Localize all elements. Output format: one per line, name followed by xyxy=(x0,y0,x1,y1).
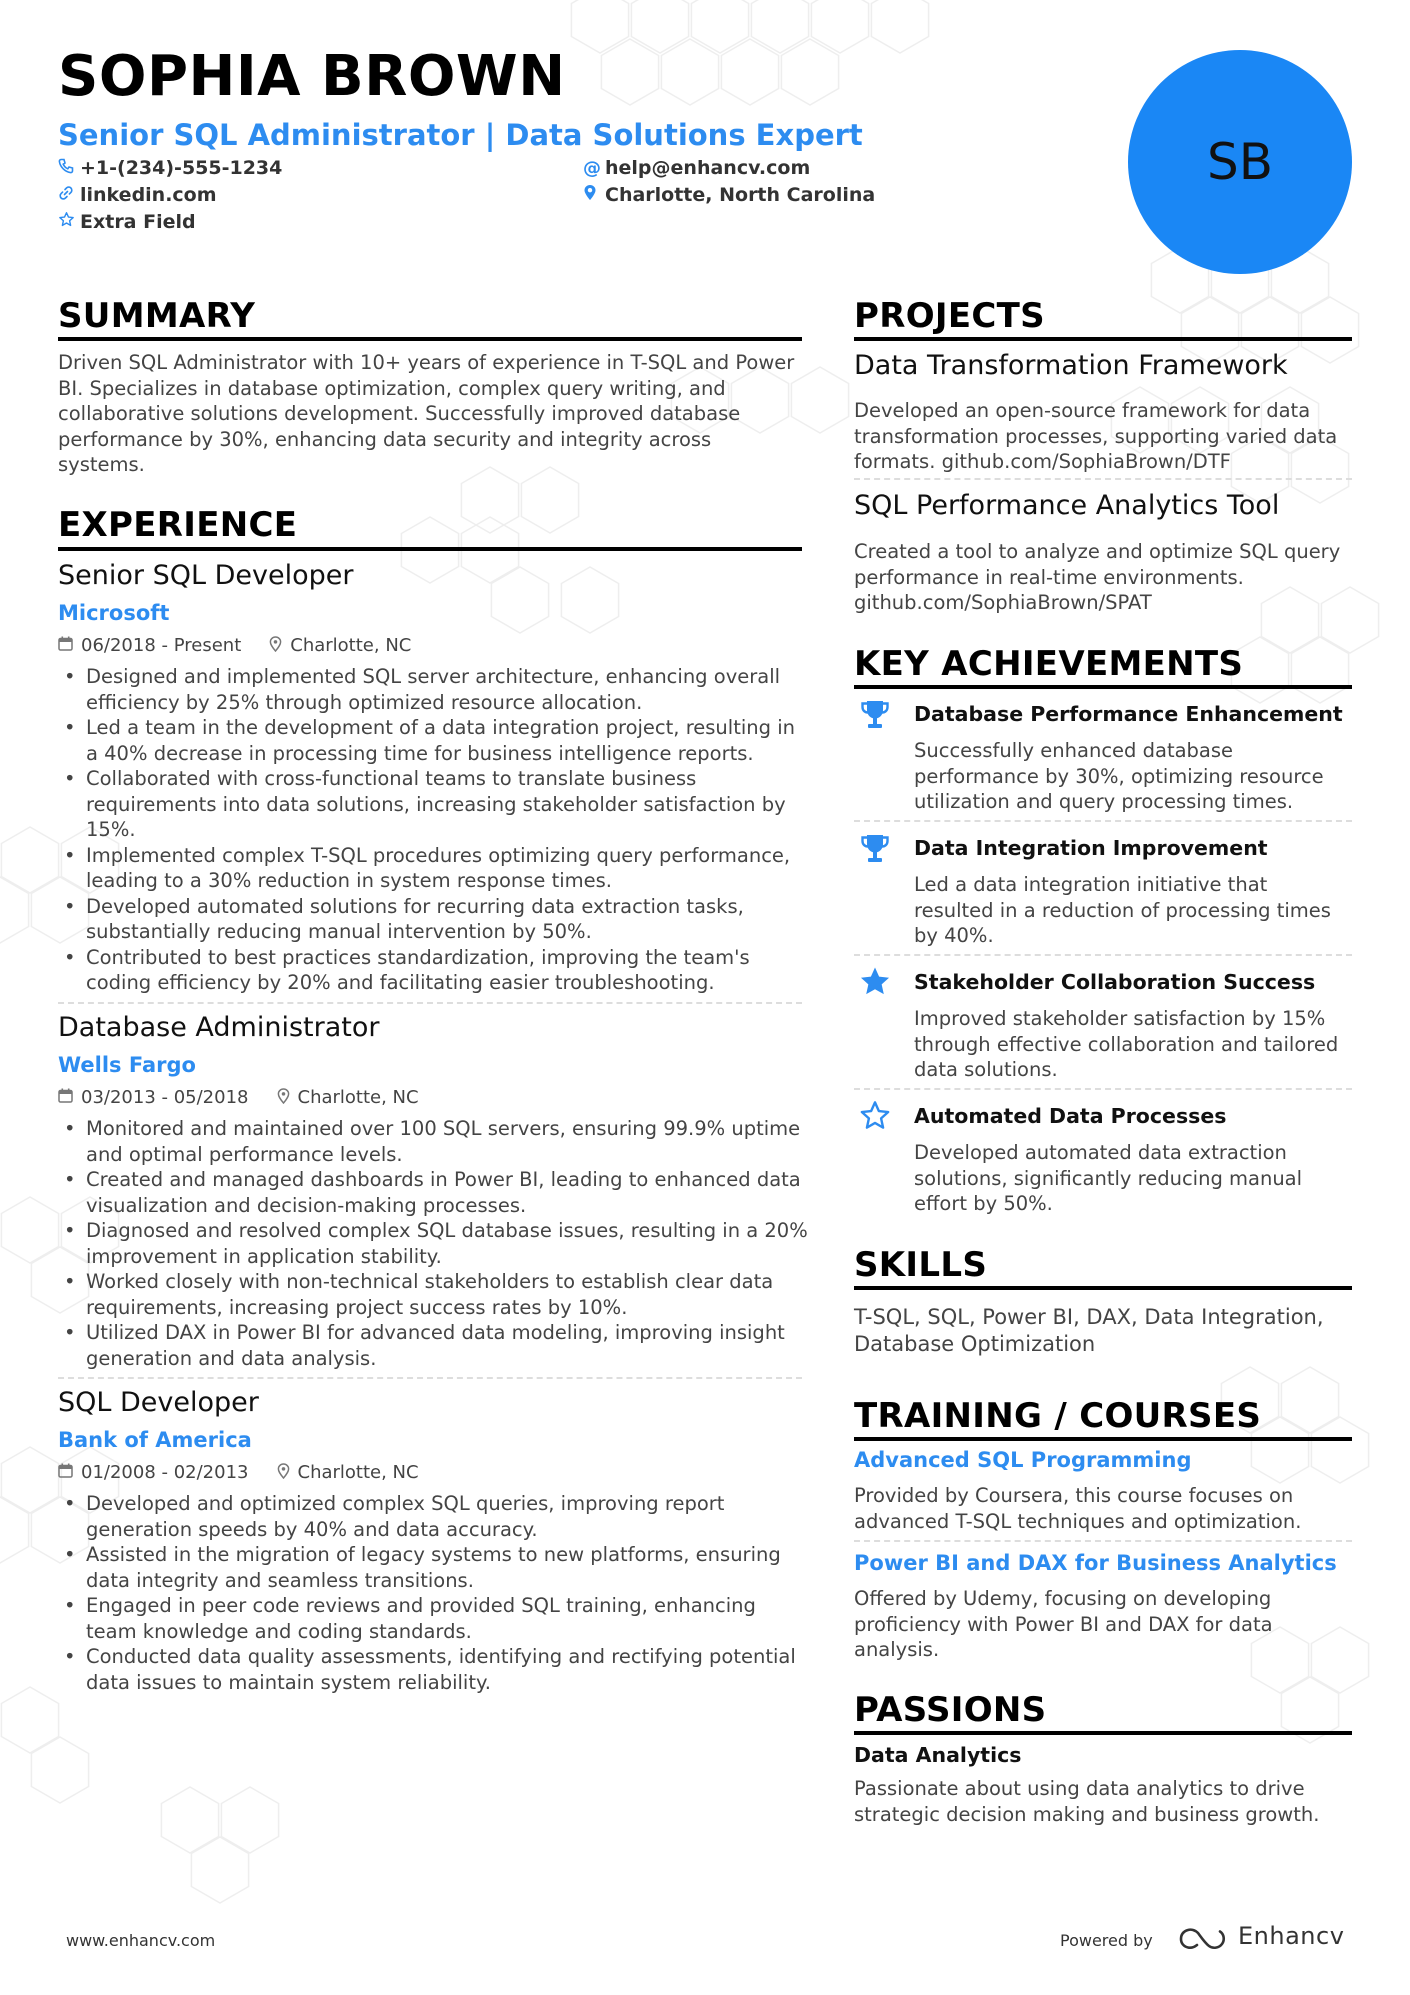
contact-phone xyxy=(58,157,282,179)
training-title: TRAINING / COURSES xyxy=(854,1396,1262,1436)
summary-text: Driven SQL Administrator with 10+ years of experience in T-SQL and Power BI. Specializes in database optimization, complex query writing, and collaborative solutions development. Successfully improved database performance by 30%, enhancing data security and integrity across systems. xyxy=(58,351,795,476)
summary-title: SUMMARY xyxy=(58,296,256,336)
job-bullet: • Conducted data quality assessments, identifying and rectifying potential data issues to maintain system reliability. xyxy=(58,1644,808,1695)
job-role: Database Administrator xyxy=(58,1012,380,1043)
passions-divider xyxy=(854,1731,1352,1735)
achievement-description: Developed automated data extraction solutions, significantly reducing manual effort by 50%. xyxy=(914,1141,1303,1215)
job-meta xyxy=(58,1462,419,1483)
job-bullet: • Utilized DAX in Power BI for advanced data modeling, improving insight generation and data analysis. xyxy=(58,1320,808,1371)
job-bullet: • Diagnosed and resolved complex SQL database issues, resulting in a 20% improvement in application stability. xyxy=(58,1218,808,1269)
enhancv-logo-icon xyxy=(1178,1924,1228,1954)
experience-divider xyxy=(58,547,802,551)
job-bullet: • Monitored and maintained over 100 SQL servers, ensuring 99.9% uptime and optimal performance levels. xyxy=(58,1116,808,1167)
project-name: Data Transformation Framework xyxy=(854,350,1288,381)
achievement-description: Led a data integration initiative that resulted in a reduction of processing times by 40%. xyxy=(914,873,1331,947)
link-icon xyxy=(58,185,80,206)
hexagon-shape xyxy=(661,39,718,105)
calendar-icon xyxy=(58,1088,73,1107)
trophy-icon xyxy=(858,698,892,732)
star-outline-icon xyxy=(858,1099,892,1133)
experience-title: EXPERIENCE xyxy=(58,505,298,545)
course-description: Offered by Udemy, focusing on developing proficiency with Power BI and DAX for data analysis. xyxy=(854,1587,1273,1661)
linkedin-text[interactable]: linkedin.com xyxy=(80,184,217,206)
project-description: Developed an open-source framework for data transformation processes, supporting varied data formats. github.com/SophiaBrown/DTF xyxy=(854,399,1338,473)
phone-text[interactable]: +1-(234)-555-1234 xyxy=(80,157,283,179)
achievement-title: Database Performance Enhancement xyxy=(914,702,1343,726)
job-dates: 03/2013 - 05/2018 xyxy=(81,1087,249,1108)
job-meta xyxy=(58,1087,419,1108)
star-filled-icon xyxy=(858,965,892,999)
achievement-title: Stakeholder Collaboration Success xyxy=(914,970,1316,994)
contact-linkedin xyxy=(58,184,217,206)
job-bullet-list xyxy=(58,664,808,996)
job-bullet: • Contributed to best practices standardization, improving the team's coding efficiency by 20% and facilitating easier troubleshooting. xyxy=(58,945,808,996)
job-bullet: • Created and managed dashboards in Power BI, leading to enhanced data visualization and decision-making processes. xyxy=(58,1167,808,1218)
job-bullet: • Worked closely with non-technical stakeholders to establish clear data requirements, increasing project success rates by 10%. xyxy=(58,1269,808,1320)
job-role: SQL Developer xyxy=(58,1387,259,1418)
enhancv-brand-name: Enhancv xyxy=(1238,1922,1345,1950)
skills-list: T-SQL, SQL, Power BI, DAX, Data Integration, Database Optimization xyxy=(854,1305,1324,1356)
achievement-separator xyxy=(854,820,1352,822)
achievement-description: Successfully enhanced database performance by 30%, optimizing resource utilization and query processing times. xyxy=(914,739,1324,813)
hexagon-shape xyxy=(561,567,618,633)
job-location: Charlotte, NC xyxy=(297,1087,419,1108)
skills-divider xyxy=(854,1286,1352,1290)
hexagon-shape xyxy=(601,39,658,105)
calendar-icon xyxy=(58,1463,73,1482)
achievements-divider xyxy=(854,685,1352,689)
job-company: Wells Fargo xyxy=(58,1053,196,1077)
course-name: Advanced SQL Programming xyxy=(854,1448,1192,1472)
hexagon-shape xyxy=(871,0,928,53)
skills-title: SKILLS xyxy=(854,1245,988,1285)
job-separator xyxy=(58,1377,802,1379)
job-bullet: • Assisted in the migration of legacy systems to new platforms, ensuring data integrity and seamless transitions. xyxy=(58,1542,808,1593)
job-bullet: • Collaborated with cross-functional teams to translate business requirements into data solutions, increasing stakeholder satisfaction by 15%. xyxy=(58,766,808,843)
training-divider xyxy=(854,1437,1352,1441)
job-bullet: • Led a team in the development of a data integration project, resulting in a 40% decrease in processing time for business intelligence reports. xyxy=(58,715,808,766)
avatar xyxy=(1128,50,1352,274)
achievement-separator xyxy=(854,1088,1352,1090)
job-role: Senior SQL Developer xyxy=(58,560,354,591)
location-pin-icon xyxy=(277,1463,290,1483)
job-bullet: • Developed and optimized complex SQL queries, improving report generation speeds by 40% and data accuracy. xyxy=(58,1491,808,1542)
passions-title: PASSIONS xyxy=(854,1690,1047,1730)
candidate-headline: Senior SQL Administrator | Data Solutions Expert xyxy=(58,118,863,152)
job-location: Charlotte, NC xyxy=(290,635,412,656)
hexagon-shape xyxy=(781,39,838,105)
star-outline-icon xyxy=(58,211,80,233)
at-sign-icon: @ xyxy=(583,157,601,179)
job-company: Bank of America xyxy=(58,1428,252,1452)
job-bullet-list xyxy=(58,1491,808,1695)
contact-email xyxy=(583,157,810,179)
avatar-initials: SB xyxy=(1206,133,1274,191)
course-separator xyxy=(854,1540,1352,1542)
job-bullet: • Implemented complex T-SQL procedures optimizing query performance, leading to a 30% reduction in system response times. xyxy=(58,843,808,894)
achievement-description: Improved stakeholder satisfaction by 15% through effective collaboration and tailored data solutions. xyxy=(914,1007,1339,1081)
job-bullet-list xyxy=(58,1116,808,1371)
project-description: Created a tool to analyze and optimize SQL query performance in real-time environments. github.com/SophiaBrown/SPAT xyxy=(854,540,1341,614)
summary-divider xyxy=(58,337,802,341)
job-dates: 01/2008 - 02/2013 xyxy=(81,1462,249,1483)
hexagon-shape xyxy=(0,1497,29,1563)
passion-name: Data Analytics xyxy=(854,1743,1022,1767)
job-location: Charlotte, NC xyxy=(297,1462,419,1483)
candidate-name: SOPHIA BROWN xyxy=(58,44,566,109)
contact-location xyxy=(583,184,875,206)
phone-icon xyxy=(58,158,80,179)
location-pin-icon xyxy=(277,1088,290,1108)
job-bullet: • Engaged in peer code reviews and provided SQL training, enhancing team knowledge and coding standards. xyxy=(58,1593,808,1644)
contact-extra-field xyxy=(58,211,196,233)
achievement-title: Automated Data Processes xyxy=(914,1104,1227,1128)
powered-by-label: Powered by xyxy=(1060,1931,1153,1950)
extra-field-text: Extra Field xyxy=(80,211,196,233)
location-text: Charlotte, North Carolina xyxy=(605,184,876,206)
project-name: SQL Performance Analytics Tool xyxy=(854,490,1280,521)
hexagon-shape xyxy=(0,877,29,943)
projects-divider xyxy=(854,337,1352,341)
location-pin-icon xyxy=(269,636,282,656)
course-name: Power BI and DAX for Business Analytics xyxy=(854,1551,1337,1575)
trophy-icon xyxy=(858,832,892,866)
passion-description: Passionate about using data analytics to drive strategic decision making and business growth. xyxy=(854,1777,1320,1826)
projects-title: PROJECTS xyxy=(854,296,1045,336)
achievements-title: KEY ACHIEVEMENTS xyxy=(854,644,1244,684)
job-bullet: • Developed automated solutions for recurring data extraction tasks, substantially reducing manual intervention by 50%. xyxy=(58,894,808,945)
hexagon-shape xyxy=(721,39,778,105)
location-pin-icon xyxy=(583,184,605,206)
course-description: Provided by Coursera, this course focuses on advanced T-SQL techniques and optimization. xyxy=(854,1484,1302,1533)
achievement-title: Data Integration Improvement xyxy=(914,836,1268,860)
email-text[interactable]: help@enhancv.com xyxy=(605,157,811,179)
footer-website-link[interactable]: www.enhancv.com xyxy=(66,1931,216,1950)
job-bullet: • Designed and implemented SQL server architecture, enhancing overall efficiency by 25% through optimized resource allocation. xyxy=(58,664,808,715)
job-company: Microsoft xyxy=(58,601,170,625)
job-dates: 06/2018 - Present xyxy=(81,635,242,656)
calendar-icon xyxy=(58,636,73,655)
job-meta xyxy=(58,635,411,656)
project-separator xyxy=(854,478,1352,480)
achievement-separator xyxy=(854,954,1352,956)
job-separator xyxy=(58,1002,802,1004)
